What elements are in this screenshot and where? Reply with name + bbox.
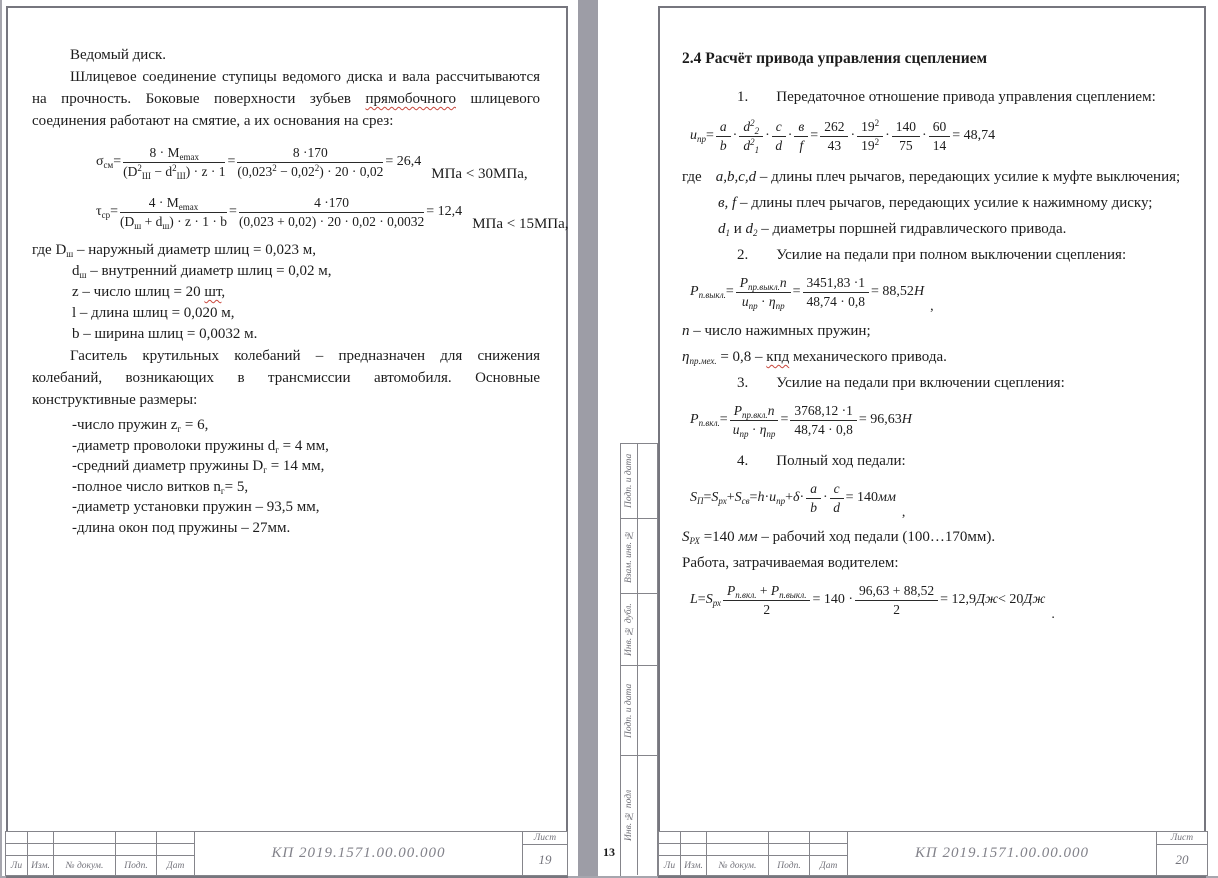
title-block-col-li — [659, 832, 681, 875]
spring-count-line: -число пружин $z_г = 6$, — [72, 417, 209, 434]
title-block-doc-number-cell — [848, 832, 1157, 875]
sheet-number: 20 — [1175, 852, 1189, 867]
side-stamp-cell — [621, 666, 657, 756]
spring-mean-diameter-line: -средний диаметр пружины $D_г = 14$ мм, — [72, 458, 325, 475]
sheet-label: Лист — [523, 832, 567, 845]
page-gap — [578, 0, 598, 876]
page-20-text — [682, 48, 1202, 628]
title-block-sheet-19 — [5, 831, 568, 876]
side-stamp-cell — [621, 444, 657, 519]
formula-pedal-force-engage: $P_{п.вкл.}$ = $\frac{P_{пр.вкл.}n}{u_{пр} \cdot \eta_{пр}}$ = $\frac{3768,12 \cdot 1}{48,74 \cdot 0,8}$ = 96,63 Н — [690, 402, 912, 439]
spring-window-length-line: -длина окон под пружины – 27мм. — [72, 519, 291, 536]
col-izm-label: Изм. — [684, 860, 703, 871]
where-line-inner-diameter: $d_ш$ – внутренний диаметр шлиц = 0,02 м, — [72, 263, 332, 280]
paragraph-torsional-damper: Гаситель крутильных колебаний – предназначен для снижения колебаний, возникающих в трансмиссии автомобиля. Основные конструктивные размеры: — [32, 348, 540, 408]
note-spring-count: n – число нажимных пружин; — [682, 323, 871, 339]
side-stamp-label: Инв. № дубл. — [624, 603, 634, 656]
sheet-number: 19 — [538, 852, 552, 867]
col-li-label: Ли — [10, 860, 23, 871]
gost-side-stamp — [620, 443, 658, 876]
formula-pedal-force-disengage: $P_{п.выкл.}$ = $\frac{P_{пр.выкл.}n}{u_{пр} \cdot \eta_{пр}}$ = $\frac{3451,83 \cdot 1}{48,74 \cdot 0,8}$ = 88,52 Н , — [690, 274, 934, 314]
where-line-spline-count: z – число шлиц = 20 шт, — [72, 284, 226, 300]
paragraph-driven-disk: Ведомый диск. — [70, 47, 167, 63]
formula-pedal-travel: $S_П$ = $S_{рх}$ + $S_{св}$ = h · $u_{пр}$ + δ · $\frac{a}{b}$ · $\frac{c}{d}$ = 140 мм , — [690, 480, 906, 520]
col-doc-label: № докум. — [718, 860, 757, 871]
where-line-spline-length: l – длина шлиц = 0,020 м, — [72, 305, 235, 321]
where-line-outer-diameter: где $D_ш$ – наружный диаметр шлиц = 0,023 м, — [32, 242, 317, 259]
col-data-label: Дат — [819, 860, 838, 871]
stray-sheet-number: 13 — [603, 845, 615, 859]
document-number: КП 2019.1571.00.00.000 — [914, 845, 1090, 861]
title-block-col-data — [157, 832, 195, 875]
label-driver-work: Работа, затрачиваемая водителем: — [682, 555, 899, 571]
side-stamp-cell — [621, 519, 657, 594]
where-levers-pressure: в, f – длины плеч рычагов, передающих усилие к нажимному диску; — [718, 195, 1153, 211]
col-podp-label: Подп. — [777, 860, 801, 871]
side-stamp-cell — [621, 594, 657, 666]
note-working-travel: $S_{РХ} =140$ мм – рабочий ход педали (100…170мм). — [682, 529, 996, 546]
numbered-item-2: 2. Усилие на педали при полном выключении сцепления: — [737, 247, 1127, 263]
numbered-item-4: 4. Полный ход педали: — [737, 453, 906, 469]
formula-sigma-crush: $\sigma_{см}$ = $\frac{8 \cdot M_{emax}}{(D^2_Ш - d^2_Ш) \cdot z \cdot 1}$ = $\frac{8 \cdot 170}{(0,023^2 - 0,02^2) \cdot 20 \cdot 0,02}$ = 26,4 МПа < 30МПа, — [96, 144, 528, 182]
side-stamp-label: Инв. № подл — [624, 789, 634, 842]
side-stamp-cell — [621, 756, 657, 875]
title-block-doc-number-cell — [195, 832, 523, 875]
title-block-col-doc — [707, 832, 769, 875]
document-page-20[interactable] — [598, 0, 1218, 876]
title-block-col-izm — [28, 832, 54, 875]
formula-tau-shear: $\tau_{ср}$ = $\frac{4 \cdot M_{emax}}{(D_ш + d_ш) \cdot z \cdot 1 \cdot b}$ = $\frac{4 \cdot 170}{(0,023 + 0,02) \cdot 20 \cdot 0,02 \cdot 0,0032}$ = 12,4 МПа < 15МПа, — [96, 194, 569, 232]
numbered-item-3: 3. Усилие на педали при включении сцепления: — [737, 375, 1065, 391]
spring-wire-diameter-line: -диаметр проволоки пружины $d_г = 4$ мм, — [72, 437, 329, 455]
where-line-spline-width: b – ширина шлиц = 0,0032 м. — [72, 326, 258, 342]
side-stamp-label: Подп. и дата — [624, 453, 634, 509]
col-doc-label: № докум. — [65, 860, 104, 871]
col-data-label: Дат — [166, 860, 185, 871]
title-block-sheet-cell — [1157, 832, 1207, 875]
where-levers-release: где a,b,c,d – длины плеч рычагов, передающих усилие к муфте выключения; — [682, 169, 1181, 185]
title-block-col-li — [6, 832, 28, 875]
title-block-col-doc — [54, 832, 116, 875]
sheet-label: Лист — [1157, 832, 1207, 845]
formula-gear-ratio: $u_{пр}$ = $\frac{a}{b}$ · $\frac{d^2_2}{d^2_1}$ · $\frac{c}{d}$ · $\frac{в}{f}$ = $\frac{262}{43}$ · $\frac{19^2}{19^2}$ · $\frac{140}{75}$ · $\frac{60}{14}$ = 48,74 — [690, 117, 996, 155]
title-block-col-data — [810, 832, 848, 875]
document-page-19[interactable] — [2, 0, 578, 876]
spring-mount-diameter-line: -диаметр установки пружин – 93,5 мм, — [72, 499, 320, 515]
title-block-sheet-cell — [523, 832, 567, 875]
col-podp-label: Подп. — [124, 860, 148, 871]
page-19-text — [32, 44, 569, 538]
col-li-label: Ли — [663, 860, 676, 871]
title-block-col-izm — [681, 832, 707, 875]
formula-driver-work: L = $S_{рх}$ $\frac{P_{п.вкл.} + P_{п.выкл.}}{2}$ = 140 · $\frac{96,63 + 88,52}{2}$ = 12,9 Дж < 20 Дж . — [690, 582, 1055, 622]
numbered-item-1: 1. Передаточное отношение привода управления сцеплением: — [737, 89, 1156, 105]
note-efficiency: $\eta_{пр.мех.} = 0,8$ – кпд механического привода. — [682, 349, 947, 366]
title-block-sheet-20 — [658, 831, 1208, 876]
title-block-col-podp — [769, 832, 810, 875]
side-stamp-label: Взам. инв. № — [624, 529, 634, 583]
document-number: КП 2019.1571.00.00.000 — [271, 845, 446, 861]
side-stamp-label: Подп. и дата — [624, 683, 634, 738]
spring-turns-line: -полное число витков $n_г= 5$, — [72, 478, 249, 496]
title-block-col-podp — [116, 832, 157, 875]
col-izm-label: Изм. — [31, 860, 50, 871]
section-heading: 2.4 Расчёт привода управления сцеплением — [682, 50, 988, 67]
paragraph-spline-joint: Шлицевое соединение ступицы ведомого диска и вала рассчитываются на прочность. Боковые поверхности зубьев прямобочного шлицевого соединения работают на смятие, а их основания на срез: — [32, 69, 540, 129]
where-piston-diameters: $d_1$ и $d_2$ – диаметры поршней гидравлического привода. — [718, 221, 1067, 238]
